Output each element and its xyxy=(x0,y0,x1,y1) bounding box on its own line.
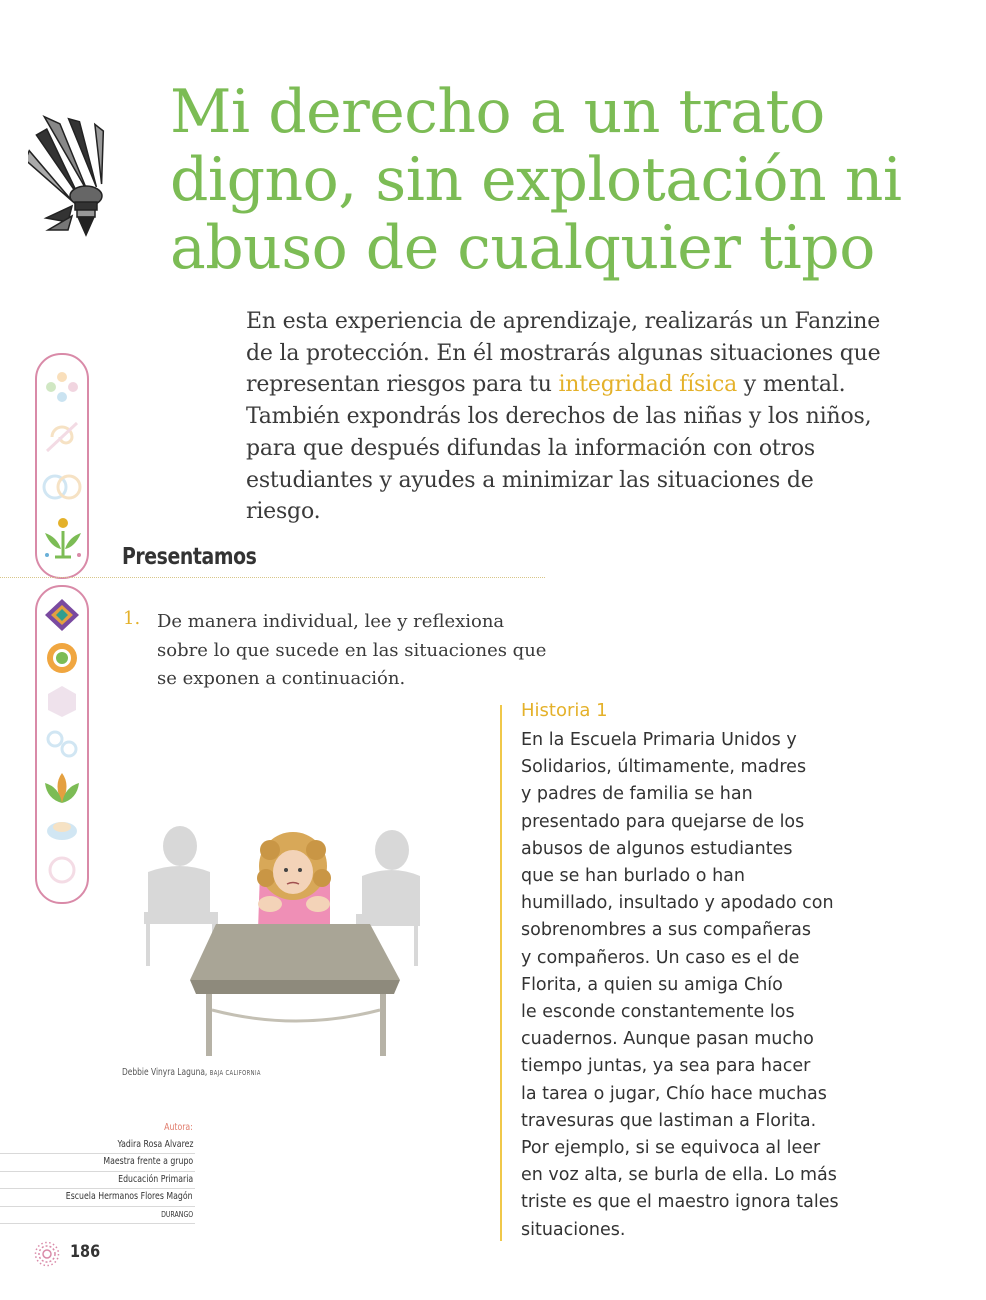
title-line-2: digno, sin explotación ni xyxy=(170,145,902,215)
intro-text-1: En esta experiencia de aprendizaje, realizarás un Fanzine de la protección. En él mostrarás algunas situaciones que representan riesgos para tu xyxy=(246,309,881,398)
cloud-faded-icon xyxy=(37,815,87,845)
title-line-3: abuso de cualquier tipo xyxy=(170,213,875,283)
author-level: Educación Primaria xyxy=(0,1172,195,1190)
story-text xyxy=(521,727,893,1244)
story-line: la tarea o jugar, Chío hace muchas xyxy=(521,1083,827,1104)
credit-name: Debbie Vinyra Laguna, xyxy=(122,1067,208,1078)
page-title xyxy=(170,78,960,282)
story-line: abusos de algunos estudiantes xyxy=(521,838,793,859)
section-heading: Presentamos xyxy=(122,544,257,570)
author-state: DURANGO xyxy=(0,1207,195,1225)
intro-text-2: y mental. También expondrás los derechos de las niñas y los niños, para que después difundas la información con otros estudiantes y ayudes a minimizar las situaciones de riesgo. xyxy=(246,372,872,525)
author-role: Maestra frente a grupo xyxy=(0,1154,195,1172)
person-leaf-icon xyxy=(37,515,87,561)
story-title: Historia 1 xyxy=(521,700,608,721)
circle-faded-icon xyxy=(37,853,87,887)
flower-faded-icon xyxy=(37,369,87,405)
story-line: que se han burlado o han xyxy=(521,866,745,887)
story-line: cuadernos. Aunque pasan mucho xyxy=(521,1029,814,1050)
rings-faded-icon xyxy=(37,467,87,507)
author-label: Autora: xyxy=(164,1122,193,1133)
diamond-knot-icon xyxy=(37,597,87,633)
title-line-1: Mi derecho a un trato xyxy=(170,77,825,147)
sun-dots-icon xyxy=(34,1241,60,1267)
instruction-number: 1. xyxy=(123,608,141,629)
story-line: situaciones. xyxy=(521,1219,626,1240)
story-rule xyxy=(500,705,502,1241)
story-line: tiempo juntas, ya sea para hacer xyxy=(521,1056,811,1077)
author-school: Escuela Hermanos Flores Magón xyxy=(0,1189,195,1207)
classroom-illustration xyxy=(130,820,420,1065)
story-line: triste es que el maestro ignora tales xyxy=(521,1192,839,1213)
lotus-icon xyxy=(37,769,87,809)
hexagon-faded-icon xyxy=(37,683,87,719)
story-line: en voz alta, se burla de ella. Lo más xyxy=(521,1165,837,1186)
story-line: Florita, a quien su amiga Chío xyxy=(521,974,783,995)
link-faded-icon xyxy=(37,725,87,761)
page-number: 186 xyxy=(70,1242,101,1262)
side-nav-pill-top xyxy=(35,353,89,579)
intro-highlight: integridad física xyxy=(558,372,737,398)
story-line: Solidarios, últimamente, madres xyxy=(521,757,807,778)
story-line: presentado para quejarse de los xyxy=(521,811,805,832)
story-line: travesuras que lastiman a Florita. xyxy=(521,1110,817,1131)
story-line: Por ejemplo, si se equivoca al leer xyxy=(521,1138,821,1159)
credit-place: BAJA CALIFORNIA xyxy=(209,1069,261,1077)
story-line: y compañeros. Un caso es el de xyxy=(521,947,800,968)
section-divider xyxy=(0,577,545,578)
circle-spiral-icon xyxy=(37,639,87,677)
feathered-headdress-icon xyxy=(28,98,148,238)
instruction-text: De manera individual, lee y reflexiona sobre lo que sucede en las situaciones que se exponen a continuación. xyxy=(157,611,547,689)
story-line: le esconde constantemente los xyxy=(521,1002,795,1023)
illustration-credit xyxy=(122,1067,261,1078)
story-line: sobrenombres a sus compañeras xyxy=(521,920,811,941)
story-line: humillado, insultado y apodado con xyxy=(521,893,834,914)
spiral-faded-icon xyxy=(37,417,87,457)
story-line: y padres de familia se han xyxy=(521,784,753,805)
intro-paragraph xyxy=(246,306,886,528)
side-nav-pill-bottom xyxy=(35,585,89,904)
story-line: En la Escuela Primaria Unidos y xyxy=(521,730,797,750)
author-name: Yadira Rosa Alvarez xyxy=(0,1137,195,1155)
author-block xyxy=(0,1120,195,1224)
